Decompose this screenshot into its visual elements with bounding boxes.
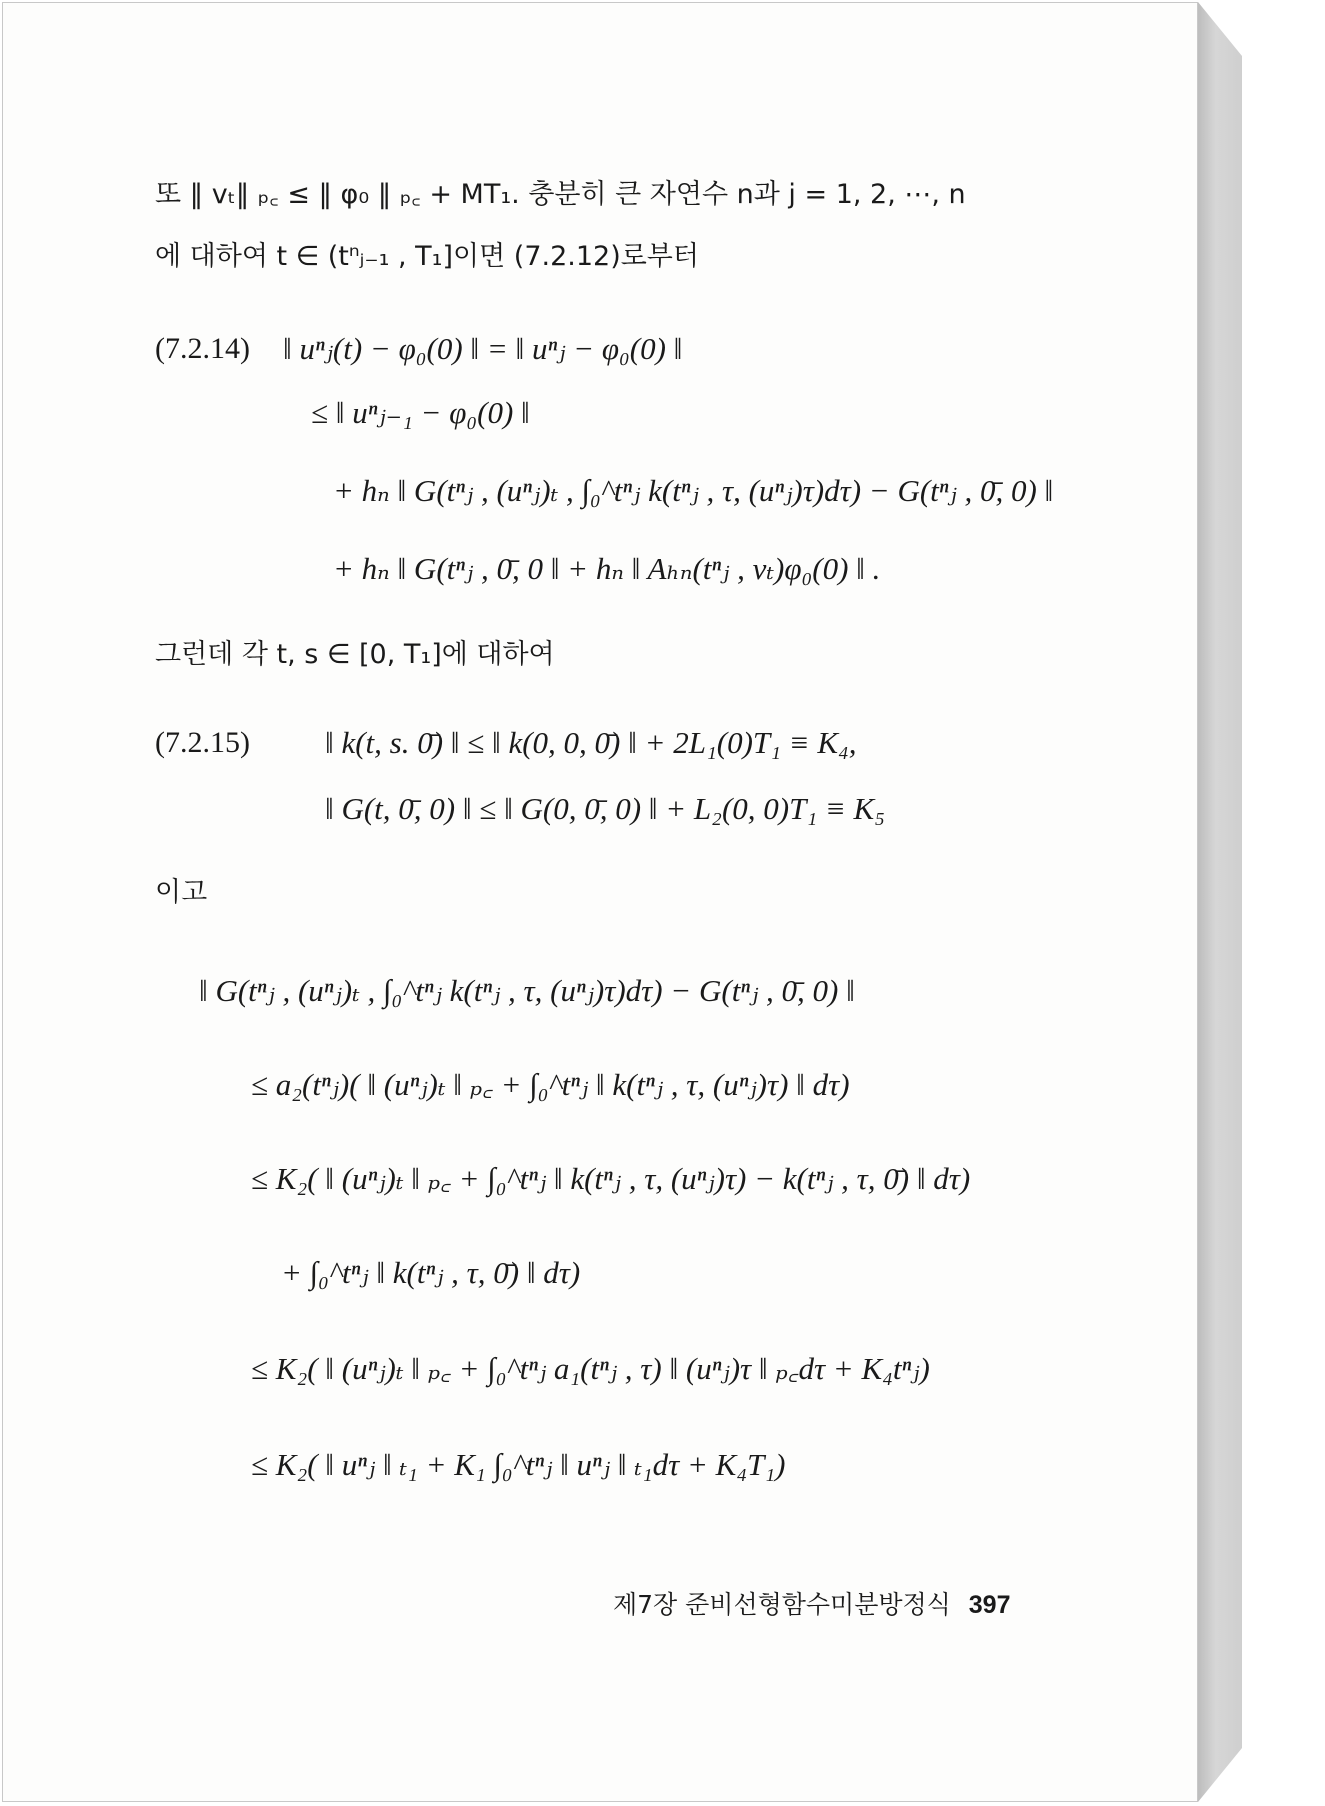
page-stack-edge — [1198, 2, 1242, 1802]
text-line-1: 또 ‖ vₜ‖ ₚ꜀ ≤ ‖ φ₀ ‖ ₚ꜀ + MT₁. 충분히 큰 자연수 n과 j = 1, 2, ⋯, n — [155, 179, 966, 210]
text-line-2: 에 대하여 t ∈ (tⁿⱼ₋₁ , T₁]이면 (7.2.12)로부터 — [155, 241, 699, 272]
math-line-14: + ∫₀^tⁿⱼ ‖ k(tⁿⱼ , τ, 0̄) ‖ dτ) — [281, 1255, 581, 1290]
math-line-5: + hₙ ‖ G(tⁿⱼ , (uⁿⱼ)ₜ , ∫₀^tⁿⱼ k(tⁿⱼ , τ, (uⁿⱼ)τ)dτ) − G(tⁿⱼ , 0̄, 0) ‖ — [333, 473, 1054, 508]
book-page — [2, 2, 1198, 1802]
math-line-12: ≤ a₂(tⁿⱼ)( ‖ (uⁿⱼ)ₜ ‖ ₚ꜀ + ∫₀^tⁿⱼ ‖ k(tⁿⱼ , τ, (uⁿⱼ)τ) ‖ dτ) — [251, 1067, 850, 1102]
math-line-13: ≤ K₂( ‖ (uⁿⱼ)ₜ ‖ ₚ꜀ + ∫₀^tⁿⱼ ‖ k(tⁿⱼ , τ, (uⁿⱼ)τ) − k(tⁿⱼ , τ, 0̄) ‖ dτ) — [251, 1161, 971, 1196]
chapter-title: 제7장 준비선형함수미분방정식 — [613, 1590, 951, 1619]
page-footer — [613, 1585, 1010, 1621]
equation-number-7-2-14: (7.2.14) — [155, 332, 250, 365]
math-line-6: + hₙ ‖ G(tⁿⱼ , 0̄, 0 ‖ + hₙ ‖ Aₕₙ(tⁿⱼ , vₜ)φ₀(0) ‖ . — [333, 551, 881, 586]
math-line-4: ≤ ‖ uⁿⱼ₋₁ − φ₀(0) ‖ — [311, 395, 530, 430]
math-line-8: ‖ k(t, s. 0̄) ‖ ≤ ‖ k(0, 0, 0̄) ‖ + 2L₁(0)T₁ ≡ K₄, — [325, 725, 857, 760]
text-line-7: 그런데 각 t, s ∈ [0, T₁]에 대하여 — [155, 639, 555, 670]
math-line-11: ‖ G(tⁿⱼ , (uⁿⱼ)ₜ , ∫₀^tⁿⱼ k(tⁿⱼ , τ, (uⁿⱼ)τ)dτ) − G(tⁿⱼ , 0̄, 0) ‖ — [199, 973, 855, 1008]
page-number: 397 — [968, 1591, 1011, 1619]
math-line-16: ≤ K₂( ‖ uⁿⱼ ‖ ₜ₁ + K₁ ∫₀^tⁿⱼ ‖ uⁿⱼ ‖ ₜ₁dτ + K₄T₁) — [251, 1447, 786, 1482]
equation-number-7-2-15: (7.2.15) — [155, 726, 250, 759]
text-line-10: 이고 — [155, 877, 208, 908]
math-line-3: ‖ uⁿⱼ(t) − φ₀(0) ‖ = ‖ uⁿⱼ − φ₀(0) ‖ — [283, 331, 683, 366]
math-line-15: ≤ K₂( ‖ (uⁿⱼ)ₜ ‖ ₚ꜀ + ∫₀^tⁿⱼ a₁(tⁿⱼ , τ) ‖ (uⁿⱼ)τ ‖ ₚ꜀dτ + K₄tⁿⱼ) — [251, 1351, 930, 1386]
math-line-9: ‖ G(t, 0̄, 0) ‖ ≤ ‖ G(0, 0̄, 0) ‖ + L₂(0, 0)T₁ ≡ K₅ — [325, 791, 885, 826]
